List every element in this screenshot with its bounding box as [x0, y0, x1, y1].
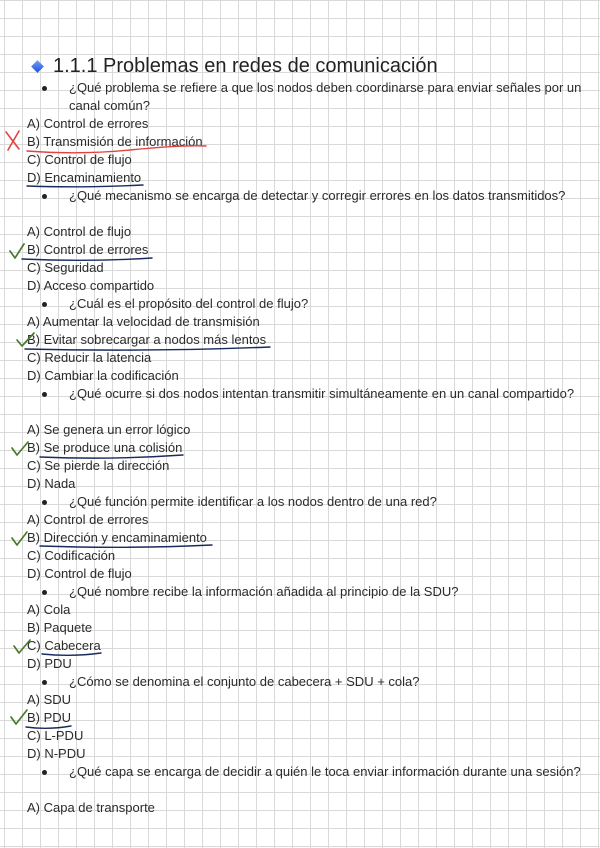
- option-5c: C) Codificación: [27, 548, 116, 563]
- option-8a: A) Capa de transporte: [27, 800, 155, 815]
- option-3d: D) Cambiar la codificación: [27, 368, 179, 383]
- option-3c: C) Reducir la latencia: [27, 350, 152, 365]
- option-2c: C) Seguridad: [27, 260, 104, 275]
- option-1a: A) Control de errores: [27, 116, 149, 131]
- option-3a: A) Aumentar la velocidad de transmisión: [27, 314, 260, 329]
- option-6b: B) Paquete: [27, 620, 93, 635]
- title-text: 1.1.1 Problemas en redes de comunicación: [53, 54, 438, 77]
- option-1d: D) Encaminamiento: [27, 170, 142, 185]
- checkmark-icon: [17, 333, 34, 346]
- option-4b: B) Se produce una colisión: [27, 440, 183, 455]
- option-4c: C) Se pierde la dirección: [27, 458, 170, 473]
- option-6a: A) Cola: [27, 602, 71, 617]
- underline-answer: [22, 258, 152, 260]
- option-2b: B) Control de errores: [27, 242, 149, 257]
- underline-wrong-answer: [27, 146, 206, 153]
- question-text: ¿Cómo se denomina el conjunto de cabecera + SDU + cola?: [69, 674, 420, 689]
- underline-answer: [40, 455, 183, 458]
- underline-answer: [26, 726, 71, 728]
- question-text: ¿Qué problema se refiere a que los nodos deben coordinarse para enviar señales por un canal común?: [69, 80, 582, 113]
- option-4a: A) Se genera un error lógico: [27, 422, 191, 437]
- option-3b: B) Evitar sobrecargar a nodos más lentos: [27, 332, 267, 347]
- underline-answer: [25, 347, 270, 350]
- option-1c: C) Control de flujo: [27, 152, 132, 167]
- question-text: ¿Qué mecanismo se encarga de detectar y corregir errores en los datos transmitidos?: [69, 188, 566, 203]
- underline-answer: [27, 185, 143, 187]
- checkmark-icon: [12, 532, 27, 545]
- option-2a: A) Control de flujo: [27, 224, 132, 239]
- option-2d: D) Acceso compartido: [27, 278, 155, 293]
- option-4d: D) Nada: [27, 476, 76, 491]
- question-text: ¿Cuál es el propósito del control de flujo?: [69, 296, 309, 311]
- option-6c: C) Cabecera: [27, 638, 101, 653]
- checkmark-icon: [12, 442, 28, 455]
- option-5b: B) Dirección y encaminamiento: [27, 530, 207, 545]
- question-text: ¿Qué capa se encarga de decidir a quién le toca enviar información durante una sesión?: [69, 764, 581, 779]
- option-6d: D) PDU: [27, 656, 72, 671]
- cross-mark-icon: [6, 131, 19, 150]
- underline-answer: [42, 653, 101, 655]
- question-text: ¿Qué función permite identificar a los nodos dentro de una red?: [69, 494, 437, 509]
- question-text: ¿Qué nombre recibe la información añadida al principio de la SDU?: [69, 584, 459, 599]
- option-7b: B) PDU: [27, 710, 72, 725]
- option-7d: D) N-PDU: [27, 746, 86, 761]
- checkmark-icon: [11, 710, 27, 724]
- checkmark-icon: [10, 244, 24, 258]
- option-7c: C) L-PDU: [27, 728, 84, 743]
- underline-answer: [40, 545, 212, 547]
- question-text: ¿Qué ocurre si dos nodos intentan transmitir simultáneamente en un canal compartido?: [69, 386, 575, 401]
- option-7a: A) SDU: [27, 692, 72, 707]
- option-5a: A) Control de errores: [27, 512, 149, 527]
- option-5d: D) Control de flujo: [27, 566, 132, 581]
- checkmark-icon: [14, 640, 30, 653]
- option-1b: B) Transmisión de información: [27, 134, 203, 149]
